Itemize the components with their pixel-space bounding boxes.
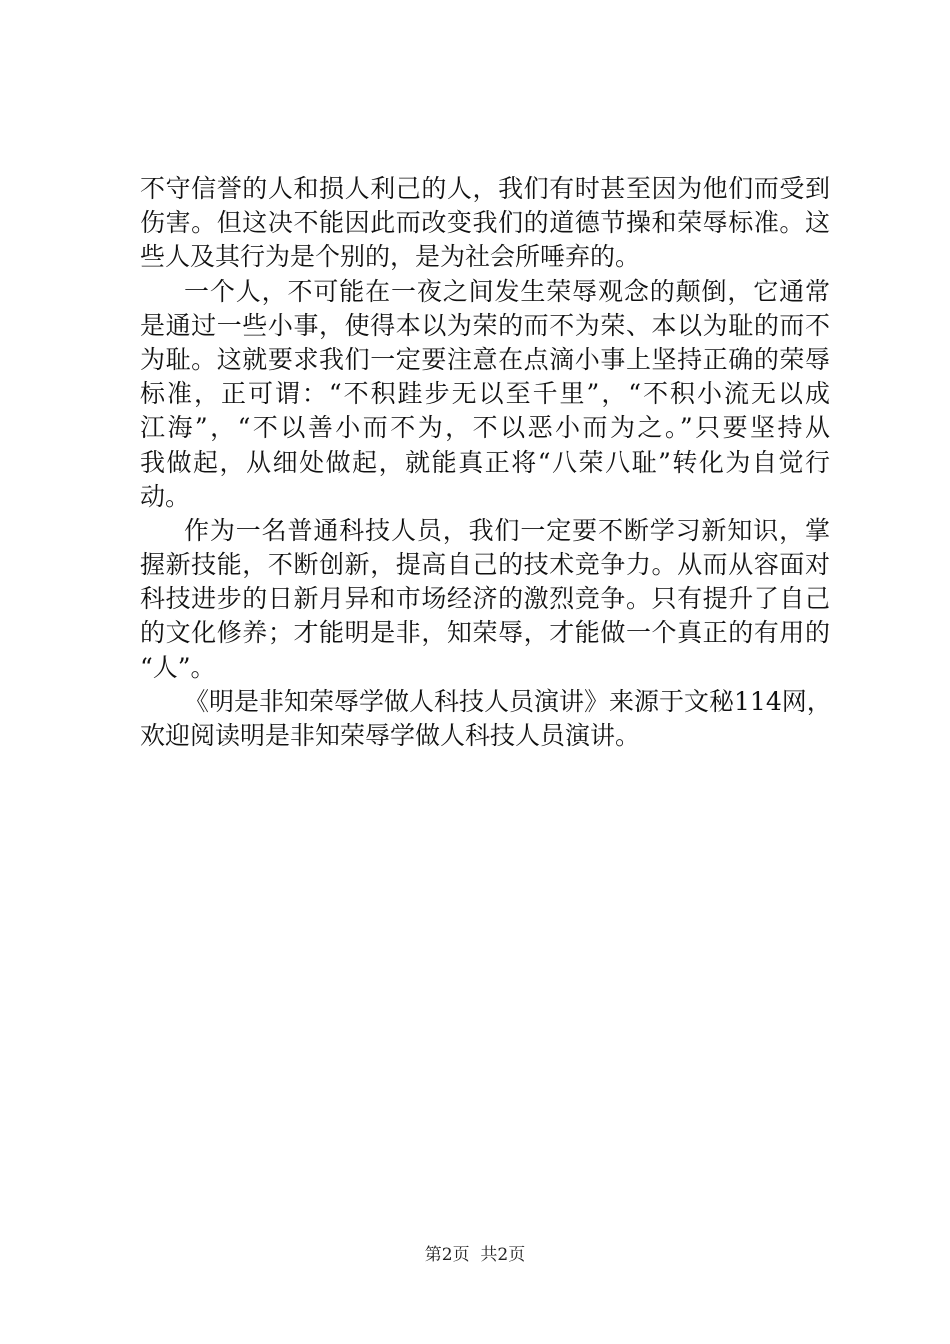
paragraph-2-line-2: 是通过一些小事，使得本以为荣的而不为荣、本以为耻的而不: [140, 310, 830, 340]
paragraph-1-line-1: 不守信誉的人和损人利己的人，我们有时甚至因为他们而受到: [140, 174, 830, 203]
paragraph-1-line-3: 些人及其行为是个别的，是为社会所唾弃的。: [140, 242, 641, 272]
document-body: [140, 172, 830, 753]
paragraph-2-line-5: 江海”，“不以善小而不为，不以恶小而为之。”只要坚持从: [140, 413, 830, 443]
paragraph-2-line-4: 标准，正可谓：“不积跬步无以至千里”，“不积小流无以成: [140, 379, 830, 409]
source-note-line-2: 欢迎阅读明是非知荣辱学做人科技人员演讲。: [140, 721, 641, 750]
paragraph-3-line-2: 握新技能，不断创新，提高自己的技术竞争力。从而从容面对: [140, 550, 830, 580]
source-note-line-1: 《明是非知荣辱学做人科技人员演讲》来源于文秘114网，: [184, 686, 832, 716]
paragraph-1-line-2: 伤害。但这决不能因此而改变我们的道德节操和荣辱标准。这: [140, 208, 830, 238]
paragraph-3-line-3: 科技进步的日新月异和市场经济的激烈竞争。只有提升了自己: [140, 584, 830, 614]
paragraph-3-line-4: 的文化修养；才能明是非，知荣辱，才能做一个真正的有用的: [140, 618, 830, 648]
paragraph-3-line-5: “人”。: [140, 652, 216, 682]
paragraph-2-line-1: 一个人，不可能在一夜之间发生荣辱观念的颠倒，它通常: [184, 276, 830, 306]
paragraph-2-line-7: 动。: [140, 481, 191, 511]
paragraph-2-line-6: 我做起，从细处做起，就能真正将“八荣八耻”转化为自觉行: [140, 447, 830, 477]
paragraph-2-line-3: 为耻。这就要求我们一定要注意在点滴小事上坚持正确的荣辱: [140, 344, 830, 374]
paragraph-3-line-1: 作为一名普通科技人员，我们一定要不断学习新知识，掌: [184, 515, 830, 545]
page-number-footer: 第2页 共2页: [424, 1245, 526, 1265]
